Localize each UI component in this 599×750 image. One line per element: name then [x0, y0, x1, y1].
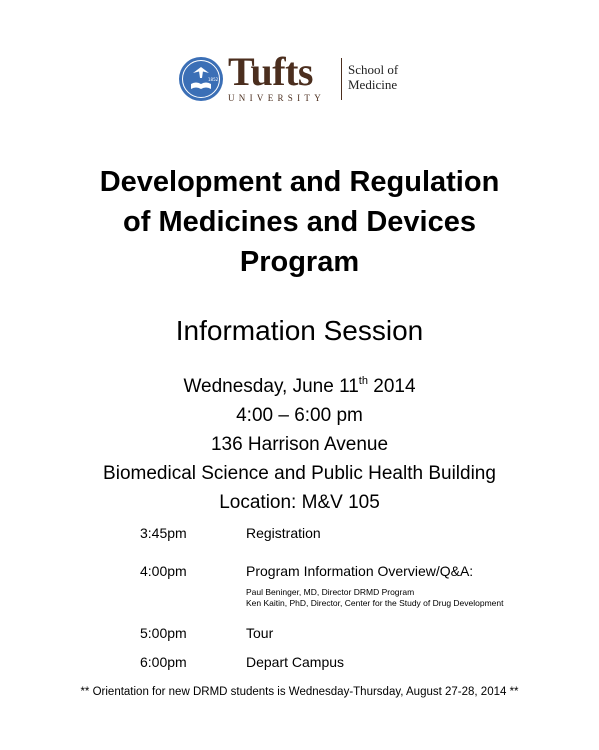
school-line-2: Medicine: [348, 77, 398, 92]
tufts-wordmark: [228, 49, 325, 103]
date-year: 2014: [367, 376, 416, 397]
agenda-item: Program Information Overview/Q&A:: [246, 563, 474, 579]
title-line-2: of Medicines and Devices: [123, 206, 476, 238]
date-prefix: Wednesday, June 11: [183, 376, 359, 397]
event-address: 136 Harrison Avenue: [210, 434, 389, 455]
agenda-item: Tour: [246, 625, 274, 641]
event-details: [0, 372, 599, 517]
event-date: [0, 372, 599, 401]
agenda-time: 4:00pm: [140, 563, 187, 579]
agenda-item: Registration: [246, 525, 321, 541]
session-subtitle: Information Session: [175, 315, 424, 346]
event-building: Biomedical Science and Public Health Building: [103, 463, 496, 484]
speaker-list: [246, 587, 504, 609]
tufts-name: Tufts: [228, 49, 313, 94]
event-location: Location: M&V 105: [219, 492, 380, 513]
speaker: Paul Beninger, MD, Director DRMD Program: [246, 587, 415, 597]
event-time: 4:00 – 6:00 pm: [236, 405, 363, 426]
title-line-1: Development and Regulation: [99, 166, 500, 198]
university-label: UNIVERSITY: [228, 93, 325, 103]
orientation-note: ** Orientation for new DRMD students is Wednesday-Thursday, August 27-28, 2014 **: [80, 686, 519, 698]
school-of-medicine-label: [348, 62, 398, 92]
program-title: [0, 162, 599, 282]
logo-divider: [341, 58, 342, 100]
agenda-time: 6:00pm: [140, 654, 187, 670]
tufts-seal-icon: [178, 56, 224, 102]
svg-text:1852: 1852: [208, 77, 219, 82]
title-line-3: Program: [239, 246, 360, 278]
date-ordinal: th: [358, 375, 368, 387]
agenda-time: 3:45pm: [140, 525, 187, 541]
agenda-time: 5:00pm: [140, 625, 187, 641]
school-line-1: School of: [348, 62, 399, 77]
tufts-logo: [178, 49, 438, 108]
speaker: Ken Kaitin, PhD, Director, Center for the Study of Drug Development: [246, 598, 504, 608]
agenda-item: Depart Campus: [246, 654, 345, 670]
